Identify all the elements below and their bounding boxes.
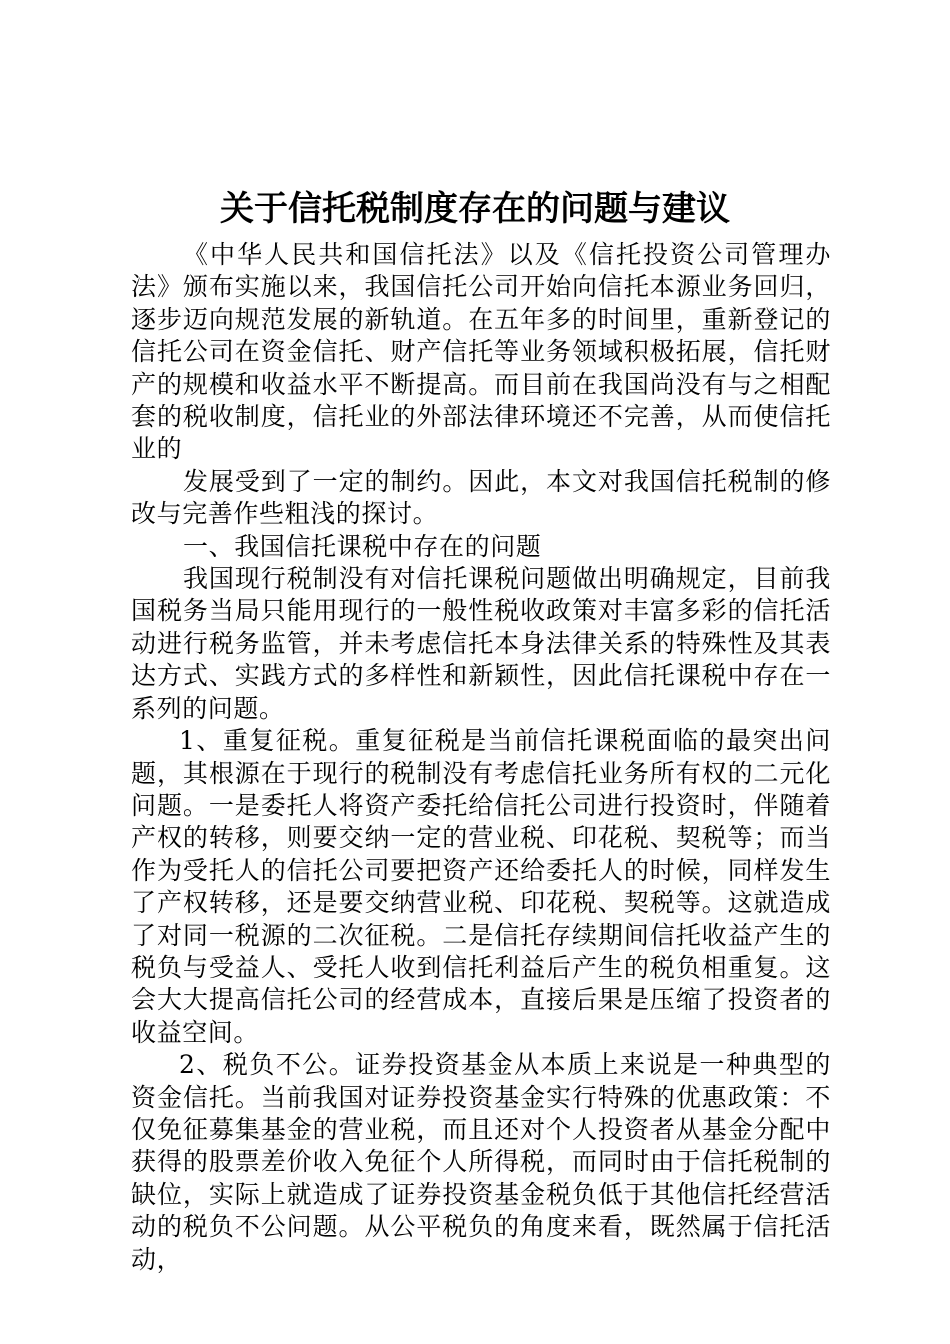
paragraph-intro-continued: 发展受到了一定的制约。因此，本文对我国信托税制的修改与完善作些粗浅的探讨。 (131, 466, 831, 529)
section-heading: 一、我国信托课税中存在的问题 (183, 531, 542, 561)
paragraph-unfair-tax: 2、税负不公。证券投资基金从本质上来说是一种典型的资金信托。当前我国对证券投资基金实行特殊的优惠政策：不仅免征募集基金的营业税，而且还对个人投资者从基金分配中获得的股票差价收入免征个人所得税，而同时由于信托税制的缺位，实际上就造成了证券投资基金税负低于其他信托经营活动的税负不公问题。从公平税负的角度来看，既然属于信托活动， (131, 1050, 831, 1274)
paragraph-intro: 《中华人民共和国信托法》以及《信托投资公司管理办法》颁布实施以来，我国信托公司开始向信托本源业务回归，逐步迈向规范发展的新轨道。在五年多的时间里，重新登记的信托公司在资金信托、财产信托等业务领域积极拓展，信托财产的规模和收益水平不断提高。而目前在我国尚没有与之相配套的税收制度，信托业的外部法律环境还不完善，从而使信托业的 (131, 240, 831, 464)
paragraph-double-taxation: 1、重复征税。重复征税是当前信托课税面临的最突出问题，其根源在于现行的税制没有考虑信托业务所有权的二元化问题。一是委托人将资产委托给信托公司进行投资时，伴随着产权的转移，则要交纳一定的营业税、印花税、契税等；而当作为受托人的信托公司要把资产还给委托人的时候，同样发生了产权转移，还是要交纳营业税、印花税、契税等。这就造成了对同一税源的二次征税。二是信托存续期间信托收益产生的税负与受益人、受托人收到信托利益后产生的税负相重复。这会大大提高信托公司的经营成本，直接后果是压缩了投资者的收益空间。 (131, 726, 831, 1047)
document-body (131, 239, 831, 1276)
document-title: 关于信托税制度存在的问题与建议 (220, 189, 730, 229)
paragraph-section-intro: 我国现行税制没有对信托课税问题做出明确规定，目前我国税务当局只能用现行的一般性税收政策对丰富多彩的信托活动进行税务监管，并未考虑信托本身法律关系的特殊性及其表达方式、实践方式的多样性和新颖性，因此信托课税中存在一系列的问题。 (131, 564, 831, 723)
